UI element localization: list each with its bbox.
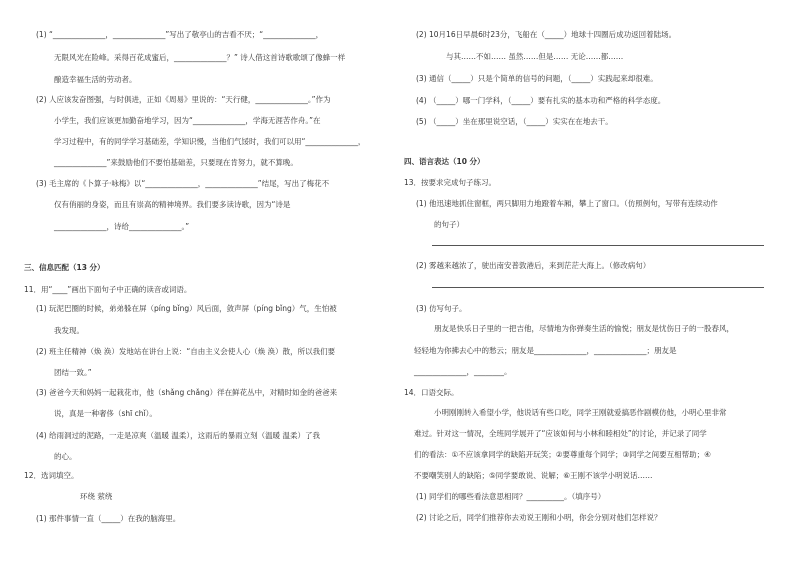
q13-example-line2: 轻轻地为你拂去心中的愁云；朋友是______________，______________；朋友是: [414, 346, 677, 355]
q11-item2-line1: (2) 班主任精神（焕 涣）发地站在讲台上说：“自由主义会使人心（焕 涣）散，所以我们要: [36, 347, 336, 356]
q11-item4-line1: (4) 给雨洞过的泥路，一走是凉爽（温暖 温柔），这雨后的暴雨立刻（温暖 温柔）了我: [36, 431, 321, 440]
poem-q3-line2: 仅有俏丽的身姿，而且有崇高的精神境界。我们要多读诗歌，因为“诗是: [54, 200, 291, 209]
poem-q3-line3: ______________，诗给______________。”: [54, 222, 190, 231]
q11-item3-line2: 说，真是一种奢侈（shī chǐ）。: [54, 409, 157, 418]
poem-q2-line4: ______________”来鼓励他们不要怕基础差，只要现在肯努力，就不算晚。: [54, 158, 298, 167]
poem-q2-line2: 小学生，我们应该更加勤奋地学习，因为“______________，学海无涯苦作舟。”在: [54, 116, 321, 125]
q14-passage-line1: 小明刚刚转入希望小学，他说话有些口吃，同学王刚就爱搞恶作剧模仿他，小明心里非常: [434, 408, 727, 417]
section-3-heading: 三、信息匹配（13 分）: [24, 263, 105, 272]
q12-item2: (2) 10月16日早晨6时23分，飞船在（_____）地球十四圈后成功返回着陆场。: [416, 30, 677, 39]
question-11: 11．用“____”画出下面句子中正确的读音或词语。: [24, 285, 192, 294]
section-4-heading: 四、语言表达（10 分）: [404, 157, 485, 166]
q14-passage-line2: 难过。针对这一情况，全班同学展开了“应该如何与小林和睦相处”的讨论，并记录了同学: [414, 429, 707, 438]
q14-passage-line3: 们的看法：①不应该拿同学的缺陷开玩笑；②要尊重每个同学；③同学之间要互相帮助；④: [414, 450, 711, 459]
q14-passage-line4: 不要嘲笑别人的缺陷；⑤同学要敢说、说解；⑥王刚不该学小明说话……: [414, 471, 653, 480]
q13-item1-line2: 的句子）: [434, 220, 464, 229]
q14-item1: (1) 同学们的哪些看法意思相同？__________。（填序号）: [416, 492, 606, 501]
q12-item1: (1) 那件事情一直（_____）在我的脑海里。: [36, 514, 181, 523]
q11-item2-line2: 团结一致。”: [54, 368, 92, 377]
question-12: 12．选词填空。: [24, 471, 79, 480]
q11-item1-line1: (1) 玩泥巴圈的时候，弟弟躲在屏（píng bǐng）风后面，敛声屏（píng bǐng）气，生怕被: [36, 304, 337, 313]
q11-item1-line2: 我发现。: [54, 326, 84, 335]
poem-q1-line3: 酿造幸福生活的劳动者。: [54, 75, 137, 84]
q12-item3: (3) 通信（_____）只是个简单的信号的问题，（_____）实践起来却很难。: [416, 74, 658, 83]
answer-line: [432, 245, 764, 246]
q13-item1-line1: (1) 他迅速地抓住窗框，两只脚用力地蹬着车厢，攀上了窗口。（仿照例句，写带有连续动作: [416, 199, 718, 208]
q12-item4: (4) （_____）哪一门学科，（_____）要有扎实的基本功和严格的科学态度。: [416, 96, 666, 105]
poem-q2-line1: (2) 人应该发奋图强，与时俱进，正如《周易》里说的：“天行健，______________。”作为: [36, 95, 331, 104]
q11-item3-line1: (3) 爸爸今天和妈妈一起栽花市，他（shǎng chǎng）徉在鲜花丛中，对精时如金的爸爸来: [36, 388, 338, 397]
q13-example-line1: 朋友是快乐日子里的一把吉他，尽情地为你弹奏生活的愉悦；朋友是忧伤日子的一股春风，: [434, 324, 734, 333]
q12-word-choices: 环绕 萦绕: [80, 492, 113, 501]
q13-example-line3: ______________，________。: [414, 367, 512, 376]
question-14: 14．口语交际。: [404, 388, 459, 397]
question-13: 13．按要求完成句子练习。: [404, 178, 497, 187]
poem-q2-line3: 学习过程中，有的同学学习基础差，学知识慢，当他们气馁时，我们可以用“______________，: [54, 137, 366, 146]
q12-item5: (5) （_____）坐在那里说空话，（_____）实实在在地去干。: [416, 117, 613, 126]
poem-q3-line1: (3) 毛主席的《卜算子·咏梅》以“______________，______________”结尾，写出了梅花不: [36, 179, 330, 188]
poem-q1-line2: 无限风光在险峰。采得百花成蜜后，______________？” 诗人借这首诗歌歌颂了像蜂一样: [54, 53, 346, 62]
q14-item2: (2) 讨论之后，同学们推荐你去劝说王刚和小明，你会分别对他们怎样说？: [416, 513, 662, 522]
q13-item2: (2) 雾越来越浓了，驶出南安普敦港后，来到茫茫大海上。（修改病句）: [416, 261, 651, 270]
q12-connective-choices: 与其……不如…… 虽然……但是…… 无论……都……: [446, 52, 624, 61]
q13-item3: (3) 仿写句子。: [416, 304, 467, 313]
q11-item4-line2: 的心。: [54, 452, 77, 461]
poem-q1-line1: (1) “______________，______________”写出了敬亭山的吉看不厌；“______________，: [36, 30, 324, 39]
answer-line: [432, 287, 764, 288]
